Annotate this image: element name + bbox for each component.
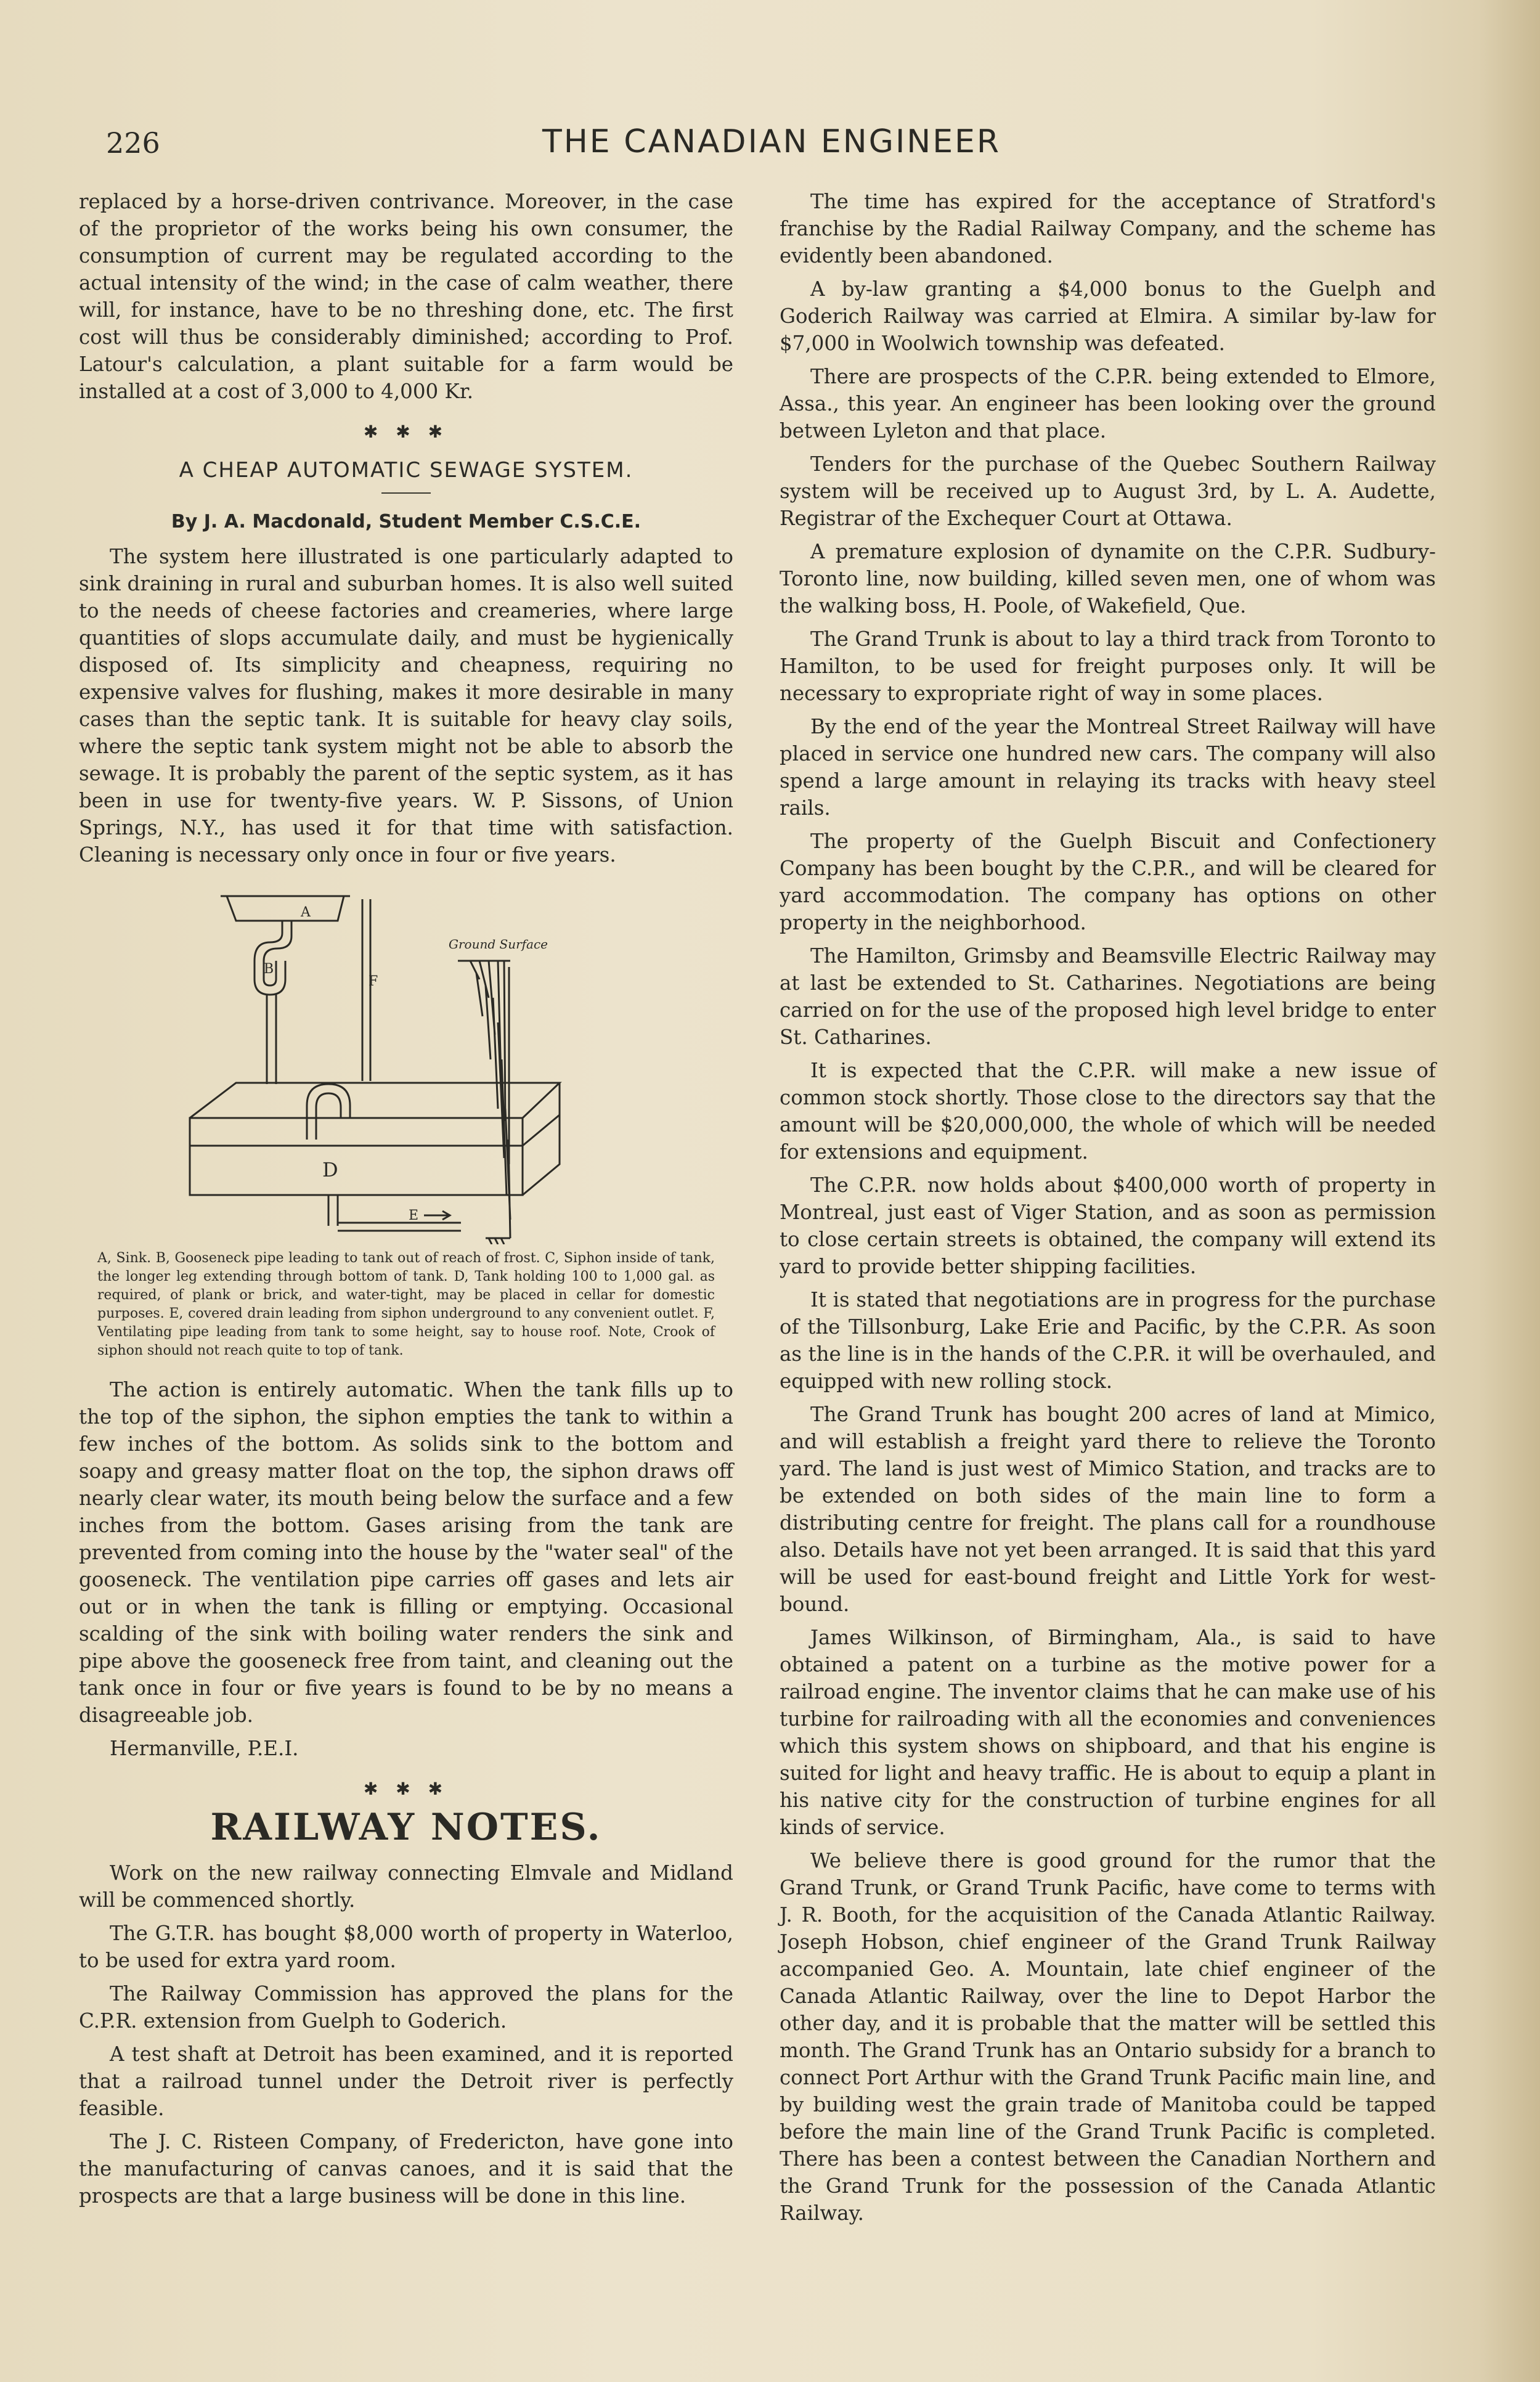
news-item: It is expected that the C.P.R. will make a new issue of common stock shortly. Those close to the directors say that the amount will be $20,000,000, the whole of which will be needed for extensions and equipment.	[780, 1059, 1436, 1164]
news-item: A test shaft at Detroit has been examined, and it is reported that a railroad tunnel under the Detroit river is perfectly feasible.	[79, 2042, 733, 2120]
news-item: The C.P.R. now holds about $400,000 worth of property in Montreal, just east of Viger Station, and as soon as permission to close certain streets is obtained, the company will extend its yard to provide better shipping facilities.	[780, 1173, 1436, 1278]
label-b: B	[264, 961, 274, 977]
news-item: A by-law granting a $4,000 bonus to the Guelph and Goderich Railway was carried at Elmira. A similar by-law for $7,000 in Woolwich township was defeated.	[780, 277, 1436, 355]
news-item: There are prospects of the C.P.R. being extended to Elmore, Assa., this year. An engineer has been looking over the ground between Lyleton and that place.	[780, 365, 1436, 443]
label-ground-surface: Ground Surface	[449, 937, 548, 952]
paragraph: The action is entirely automatic. When the tank fills up to the top of the siphon, the siphon empties the tank to within a few inches of the bottom. As solids sink to the bottom and soapy and greasy matter float on the top, the siphon draws off nearly clear water, its mouth being below the surface and a few inches from the bottom. Gases arising from the tank are prevented from coming into the house by the "water seal" of the gooseneck. The ventilation pipe carries off gases and lets air out or in when the tank is filling or emptying. Occasional scalding of the sink with boiling water renders the sink and pipe above the gooseneck free from taint, and cleaning out the tank once in four or five years is found to be by no means a disagreeable job.	[79, 1378, 733, 1727]
news-item: The Hamilton, Grimsby and Beamsville Electric Railway may at last be extended to St. Catharines. Negotiations are being carried on for the use of the proposed high level bridge to enter St. Catharines.	[780, 944, 1436, 1049]
page-header	[106, 120, 1437, 176]
news-item: The property of the Guelph Biscuit and Confectionery Company has been bought by the C.P.R., and will be cleared for yard accommodation. The company has options on other property in the neighborhood.	[780, 830, 1436, 934]
paragraph: replaced by a horse-driven contrivance. Moreover, in the case of the proprietor of the works being his own consumer, the consumption of current may be regulated according to the actual intensity of the wind; in the case of calm weather, there will, for instance, have to be no threshing done, etc. The first cost will thus be considerably diminished; according to Prof. Latour's calculation, a plant suitable for a farm would be installed at a cost of 3,000 to 4,000 Kr.	[79, 190, 733, 403]
page-number: 226	[106, 126, 160, 160]
news-item: We believe there is good ground for the rumor that the Grand Trunk, or Grand Trunk Pacific, have come to terms with J. R. Booth, for the acquisition of the Canada Atlantic Railway. Joseph Hobson, chief engineer of the Grand Trunk Railway accompanied Geo. A. Mountain, late chief engineer of the Canada Atlantic Railway, over the line to Depot Harbor the other day, and it is probable that the matter will be settled this month. The Grand Trunk has an Ontario subsidy for a branch to connect Port Arthur with the Grand Trunk Pacific main line, and by building west the grain trade of Manitoba could be tapped before the main line of the Grand Trunk Pacific is completed. There has been a contest between the Canadian Northern and the Grand Trunk for the possession of the Canada Atlantic Railway.	[780, 1849, 1436, 2225]
railway-notes-title: RAILWAY NOTES.	[210, 1806, 602, 1849]
section-divider: ✱ ✱ ✱	[363, 1779, 449, 1799]
news-item: The Grand Trunk has bought 200 acres of land at Mimico, and will establish a freight yard there to relieve the Toronto yard. The land is just west of Mimico Station, and tracks are to be extended on both sides of the main line to form a distributing centre for freight. The plans call for a roundhouse also. Details have not yet been arranged. It is said that this yard will be used for east-bound freight and Little York for west-bound.	[780, 1403, 1436, 1616]
article-title: A CHEAP AUTOMATIC SEWAGE SYSTEM.	[179, 458, 634, 483]
news-item: The J. C. Risteen Company, of Fredericton, have gone into the manufacturing of canvas canoes, and it is said that the prospects are that a large business will be done in this line.	[79, 2130, 733, 2208]
gooseneck-pipe	[255, 921, 285, 995]
section-divider: ✱ ✱ ✱	[363, 422, 449, 442]
title-rule	[381, 492, 431, 494]
news-item: James Wilkinson, of Birmingham, Ala., is said to have obtained a patent on a turbine as the motive power for a railroad engine. The inventor claims that he can make use of his turbine for railroading with all the economies and conveniences which this system shows on shipboard, and that his engine is suited for light and heavy traffic. He is about to equip a plant in his native city for the construction of turbine engines for all kinds of service.	[780, 1626, 1436, 1839]
signoff: Hermanville, P.E.I.	[110, 1737, 299, 1760]
label-a: A	[301, 905, 311, 920]
diagram-svg	[79, 875, 733, 1244]
news-item: Work on the new railway connecting Elmvale and Midland will be commenced shortly.	[79, 1861, 733, 1912]
label-e: E	[409, 1208, 419, 1223]
news-item: The Railway Commission has approved the plans for the C.P.R. extension from Guelph to Goderich.	[79, 1982, 733, 2033]
sewage-system-diagram	[79, 875, 733, 1244]
right-column	[780, 188, 1436, 2233]
news-item: By the end of the year the Montreal Street Railway will have placed in service one hundred new cars. The company will also spend a large amount in relaying its tracks with heavy steel rails.	[780, 715, 1436, 820]
paragraph: The system here illustrated is one particularly adapted to sink draining in rural and suburban homes. It is also well suited to the needs of cheese factories and creameries, where large quantities of slops accumulate daily, and must be hygienically disposed of. Its simplicity and cheapness, requiring no expensive valves for flushing, makes it more desirable in many cases than the septic tank. It is suitable for heavy clay soils, where the septic tank system might not be able to absorb the sewage. It is probably the parent of the septic system, as it has been in use for twenty-five years. W. P. Sissons, of Union Springs, N.Y., has used it for that time with satisfaction. Cleaning is necessary only once in four or five years.	[79, 545, 733, 867]
news-item: Tenders for the purchase of the Quebec Southern Railway system will be received up to August 3rd, by L. A. Audette, Registrar of the Exchequer Court at Ottawa.	[780, 452, 1436, 530]
journal-title: THE CANADIAN ENGINEER	[542, 123, 1001, 160]
news-item: The G.T.R. has bought $8,000 worth of property in Waterloo, to be used for extra yard room.	[79, 1922, 733, 1972]
news-item: A premature explosion of dynamite on the C.P.R. Sudbury-Toronto line, now building, killed seven men, one of whom was the walking boss, H. Poole, of Wakefield, Que.	[780, 540, 1436, 618]
news-item: It is stated that negotiations are in progress for the purchase of the Tillsonburg, Lake Erie and Pacific, by the C.P.R. As soon as the line is in the hands of the C.P.R. it will be overhauled, and equipped with new rolling stock.	[780, 1288, 1436, 1393]
news-item: The Grand Trunk is about to lay a third track from Toronto to Hamilton, to be used for freight purposes only. It will be necessary to expropriate right of way in some places.	[780, 627, 1436, 705]
label-d: D	[322, 1158, 338, 1181]
sink-shape	[227, 896, 344, 921]
left-column	[79, 188, 733, 2216]
label-f: F	[369, 974, 378, 989]
news-item: The time has expired for the acceptance of Stratford's franchise by the Radial Railway Company, and the scheme has evidently been abandoned.	[780, 190, 1436, 267]
byline: By J. A. Macdonald, Student Member C.S.C.E.	[171, 511, 642, 532]
figure-caption: A, Sink. B, Gooseneck pipe leading to tank out of reach of frost. C, Siphon inside of tank, the longer leg extending through bottom of tank. D, Tank holding 100 to 1,000 gal. as required, of plank or brick, and water-tight, may be placed in cellar for domestic purposes. E, covered drain leading from siphon underground to any convenient outlet. F, Ventilating pipe leading from tank to some height, say to house roof. Note, Crook of siphon should not reach quite to top of tank.	[97, 1250, 715, 1358]
